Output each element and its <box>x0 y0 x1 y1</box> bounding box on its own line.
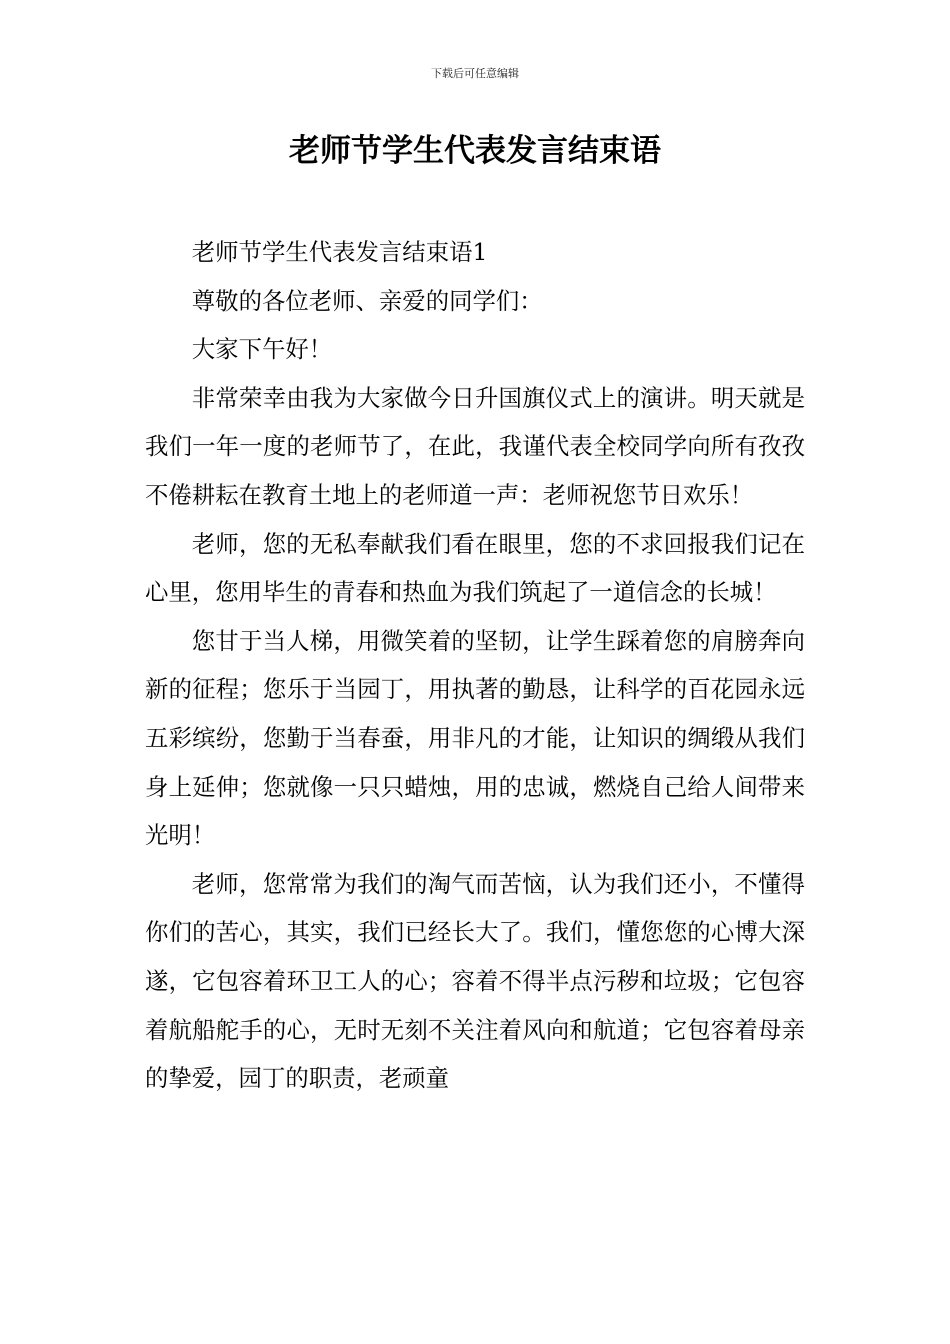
document-body <box>145 228 805 1103</box>
paragraph-subtitle: 老师节学生代表发言结束语1 <box>191 238 488 266</box>
document-title: 老师节学生代表发言结束语 <box>289 133 661 169</box>
paragraph: 非常荣幸由我为大家做今日升国旗仪式上的演讲。明天就是我们一年一度的老师节了，在此，我谨代表全校同学向所有孜孜不倦耕耘在教育土地上的老师道一声：老师祝您节日欢乐！ <box>145 383 805 509</box>
paragraph: 老师，您的无私奉献我们看在眼里，您的不求回报我们记在心里，您用毕生的青春和热血为我们筑起了一道信念的长城！ <box>145 529 805 607</box>
paragraph: 您甘于当人梯，用微笑着的坚韧，让学生踩着您的肩膀奔向新的征程；您乐于当园丁，用执著的勤恳，让科学的百花园永远五彩缤纷，您勤于当春蚕，用非凡的才能，让知识的绸缎从我们身上延伸；您就像一只只蜡烛，用的忠诚，燃烧自己给人间带来光明！ <box>145 626 805 850</box>
header-note: 下载后可任意编辑 <box>431 67 519 80</box>
paragraph: 老师，您常常为我们的淘气而苦恼，认为我们还小，不懂得你们的苦心，其实，我们已经长大了。我们，懂您您的心博大深遂，它包容着环卫工人的心；容着不得半点污秽和垃圾；它包容着航船舵手的心，无时无刻不关注着风向和航道；它包容着母亲的挚爱，园丁的职责，老顽童 <box>145 869 805 1093</box>
paragraph-greeting: 大家下午好！ <box>191 335 333 364</box>
paragraph-salutation: 尊敬的各位老师、亲爱的同学们： <box>191 286 543 315</box>
